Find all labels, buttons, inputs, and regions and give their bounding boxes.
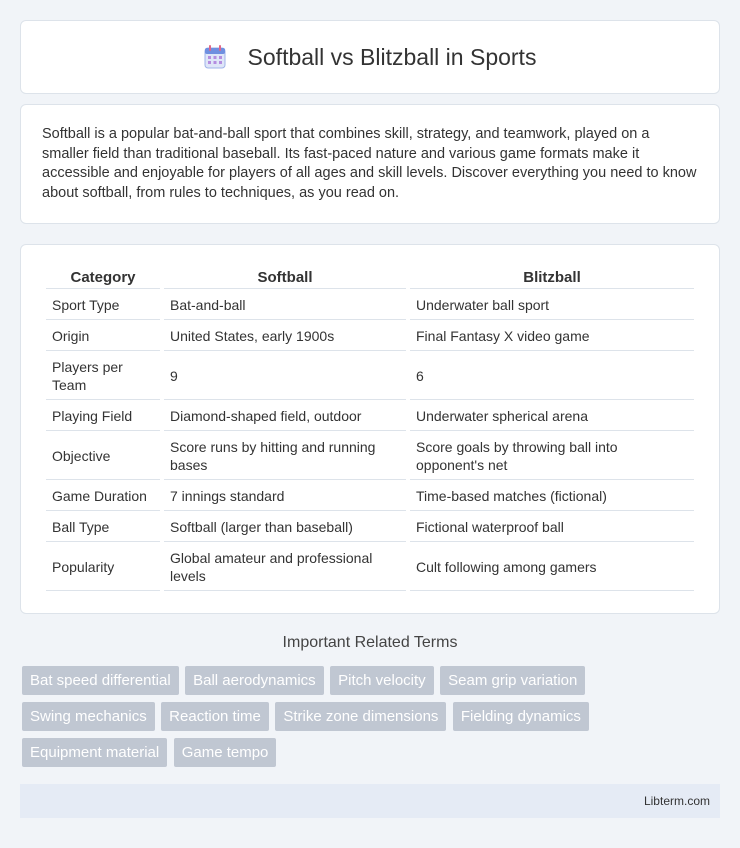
column-header: Category [46,263,160,289]
term-tag[interactable]: Ball aerodynamics [185,666,324,695]
table-row [46,544,694,591]
table-cell: United States, early 1900s [164,322,406,351]
table-cell: Diamond-shaped field, outdoor [164,402,406,431]
term-tag[interactable]: Game tempo [174,738,277,767]
related-terms-title: Important Related Terms [282,634,458,651]
table-cell: Underwater ball sport [410,291,694,320]
table-cell: Cult following among gamers [410,544,694,591]
intro-text: Softball is a popular bat-and-ball sport that combines skill, strategy, and teamwork, played on a smaller field than traditional baseball. Its fast-paced nature and various game formats make it accessible and enjoyable for players of all ages and skill levels. Discover everything you need to know about softball, from rules to techniques, as you read on. [42,126,697,201]
table-row [46,482,694,511]
intro-card [20,104,720,224]
table-row [46,402,694,431]
table-cell: Players per Team [46,353,160,400]
term-tag[interactable]: Pitch velocity [330,666,434,695]
table-cell: Score goals by throwing ball into opponent's net [410,433,694,480]
term-tag[interactable]: Equipment material [22,738,167,767]
footer-site-link[interactable]: Libterm.com [643,794,710,808]
page-title: Softball vs Blitzball in Sports [247,43,537,70]
table-cell: Time-based matches (fictional) [410,482,694,511]
table-cell: Bat-and-ball [164,291,406,320]
table-cell: 6 [410,353,694,400]
table-cell: Popularity [46,544,160,591]
table-cell: Fictional waterproof ball [410,513,694,542]
table-cell: Softball (larger than baseball) [164,513,406,542]
table-row [46,291,694,320]
term-tag[interactable]: Bat speed differential [22,666,179,695]
table-row [46,353,694,400]
column-header: Softball [164,263,406,289]
term-tag[interactable]: Reaction time [161,702,269,731]
table-cell: 7 innings standard [164,482,406,511]
table-cell: Score runs by hitting and running bases [164,433,406,480]
calendar-icon [204,45,226,69]
footer [20,784,720,818]
term-tag[interactable]: Swing mechanics [22,702,155,731]
table-header-row [46,263,694,289]
table-cell: 9 [164,353,406,400]
table-row [46,322,694,351]
comparison-table [42,261,698,593]
table-cell: Underwater spherical arena [410,402,694,431]
comparison-table-card [20,244,720,614]
term-tag[interactable]: Seam grip variation [440,666,585,695]
table-cell: Final Fantasy X video game [410,322,694,351]
header-card [20,20,720,94]
column-header: Blitzball [410,263,694,289]
table-row [46,433,694,480]
table-cell: Origin [46,322,160,351]
term-tag[interactable]: Strike zone dimensions [275,702,446,731]
table-cell: Playing Field [46,402,160,431]
table-cell: Ball Type [46,513,160,542]
related-terms-list [22,666,722,774]
table-row [46,513,694,542]
table-cell: Sport Type [46,291,160,320]
table-cell: Objective [46,433,160,480]
term-tag[interactable]: Fielding dynamics [453,702,589,731]
table-cell: Global amateur and professional levels [164,544,406,591]
table-cell: Game Duration [46,482,160,511]
